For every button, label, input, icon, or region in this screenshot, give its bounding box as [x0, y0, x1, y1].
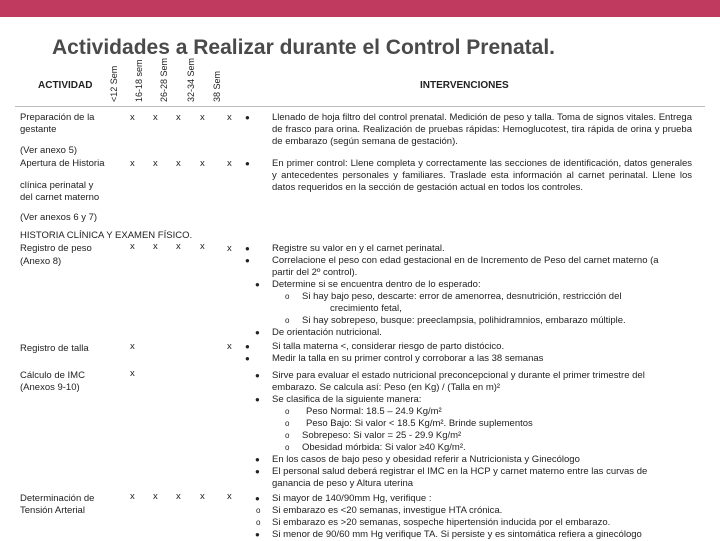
- week-mark: x: [153, 241, 158, 252]
- activity-label: Determinación de: [20, 493, 95, 504]
- bullet-icon: ●: [255, 328, 260, 337]
- activity-label: (Anexo 8): [20, 256, 62, 267]
- week-mark: x: [200, 158, 205, 169]
- circle-bullet-icon: o: [285, 292, 290, 301]
- activity-label: del carnet materno: [20, 192, 100, 203]
- week-label: <12 Sem: [109, 65, 119, 102]
- activity-note: (Ver anexos 6 y 7): [20, 212, 98, 223]
- week-label: 26-28 Sem: [159, 57, 169, 102]
- intervention-line: Si embarazo es >20 semanas, sospeche hipertensión inducida por el embarazo.: [272, 517, 611, 528]
- week-mark: x: [130, 341, 135, 352]
- week-mark: x: [130, 112, 135, 123]
- week-label: 38 Sem: [212, 70, 222, 102]
- week-mark: x: [153, 112, 158, 123]
- intervention-line: De orientación nutricional.: [272, 327, 382, 338]
- intervention-line: Si mayor de 140/90mm Hg, verifique :: [272, 493, 432, 504]
- intervention-line: partir del 2º control).: [272, 267, 358, 278]
- activity-note: (Ver anexo 5): [20, 145, 78, 156]
- bullet-icon: ●: [255, 494, 260, 503]
- bullet-icon: ●: [245, 342, 250, 351]
- intervention-line: embarazo. Se calcula así: Peso (en Kg) / (Talla en m)²: [272, 382, 501, 393]
- intervention-line: En los casos de bajo peso y obesidad referir a Nutricionista y Ginecólogo: [272, 454, 580, 465]
- week-mark: x: [227, 491, 232, 502]
- intervention-line: Registre su valor en y el carnet perinatal.: [272, 243, 445, 254]
- intervention-text: Llenado de hoja filtro del control prenatal. Medición de peso y talla. Toma de signos vitales. Entrega de frasco para orina. Realización de pruebas rápidas: Hemoglucotest, tira rápida de orina y prueba de embarazo (según semana de gestación).: [272, 112, 692, 147]
- intervention-line: Sobrepeso: Si valor = 25 - 29.9 Kg/m²: [302, 430, 462, 441]
- activity-column-header: ACTIVIDAD: [38, 80, 93, 91]
- header-divider: [15, 106, 705, 107]
- intervention-line: Determine si se encuentra dentro de lo esperado:: [272, 279, 481, 290]
- bullet-icon: ●: [245, 354, 250, 363]
- circle-bullet-icon: o: [256, 518, 261, 527]
- activity-label: Cálculo de IMC: [20, 370, 85, 381]
- activity-label: (Anexos 9-10): [20, 382, 80, 393]
- intervention-line: Peso Normal: 18.5 – 24.9 Kg/m²: [306, 406, 442, 417]
- bullet-icon: ●: [245, 256, 250, 265]
- intervention-line: ganancia de peso y Altura uterina: [272, 478, 414, 489]
- activity-label: Registro de talla: [20, 343, 89, 354]
- activity-label: Apertura de Historia: [20, 158, 105, 169]
- week-mark: x: [153, 491, 158, 502]
- bullet-icon: ●: [255, 455, 260, 464]
- intervention-line: crecimiento fetal,: [330, 303, 402, 314]
- week-label: 32-34 Sem: [186, 57, 196, 102]
- week-mark: x: [227, 341, 232, 352]
- intervention-line: Si menor de 90/60 mm Hg verifique TA. Si persiste y es sintomática refiera a ginecólogo: [272, 529, 642, 540]
- intervention-line: El personal salud deberá registrar el IMC en la HCP y carnet materno entre las curvas de: [272, 466, 648, 477]
- intervention-line: Se clasifica de la siguiente manera:: [272, 394, 422, 405]
- activity-label: Registro de peso: [20, 243, 92, 254]
- circle-bullet-icon: o: [285, 443, 290, 452]
- intervention-line: Obesidad mórbida: Si valor ≥40 Kg/m².: [302, 442, 466, 453]
- week-mark: x: [130, 491, 135, 502]
- activity-label: Tensión Arterial: [20, 505, 85, 516]
- page-title: Actividades a Realizar durante el Control Prenatal.: [52, 36, 555, 59]
- week-mark: x: [176, 491, 181, 502]
- intervention-line: Si hay bajo peso, descarte: error de amenorrea, desnutrición, restricción del: [302, 291, 622, 302]
- intervention-line: Correlacione el peso con edad gestacional en de Incremento de Peso del carnet materno (a: [272, 255, 659, 266]
- circle-bullet-icon: o: [285, 431, 290, 440]
- bullet-icon: ●: [255, 395, 260, 404]
- intervention-line: Medir la talla en su primer control y corroborar a las 38 semanas: [272, 353, 544, 364]
- interventions-column-header: INTERVENCIONES: [420, 80, 509, 91]
- intervention-line: Peso Bajo: Si valor < 18.5 Kg/m². Brinde suplementos: [306, 418, 533, 429]
- intervention-line: Sirve para evaluar el estado nutricional preconcepcional y durante el primer trimestre del: [272, 370, 645, 381]
- activity-label: gestante: [20, 124, 57, 135]
- week-mark: x: [227, 243, 232, 254]
- intervention-text: En primer control: Llene completa y correctamente las secciones de identificación, datos generales y antecedentes personales y familiares. Traslade esta información al carnet perinatal. Llene los datos requeridos en la sección de gestación actual en todos los controles.: [272, 158, 692, 193]
- bullet-icon: ●: [255, 530, 260, 539]
- section-heading: HISTORIA CLÍNICA Y EXAMEN FÍSICO.: [20, 230, 193, 241]
- week-mark: x: [130, 158, 135, 169]
- bullet-icon: ●: [245, 113, 250, 122]
- intervention-line: Si talla materna <, considerar riesgo de parto distócico.: [272, 341, 505, 352]
- week-mark: x: [130, 368, 135, 379]
- week-mark: x: [200, 241, 205, 252]
- week-mark: x: [176, 112, 181, 123]
- week-mark: x: [130, 241, 135, 252]
- top-accent-bar: [0, 0, 720, 17]
- week-mark: x: [227, 112, 232, 123]
- circle-bullet-icon: o: [285, 419, 290, 428]
- circle-bullet-icon: o: [256, 506, 261, 515]
- week-mark: x: [153, 158, 158, 169]
- activity-label: clínica perinatal y: [20, 180, 94, 191]
- week-mark: x: [176, 158, 181, 169]
- bullet-icon: ●: [255, 371, 260, 380]
- bullet-icon: ●: [245, 244, 250, 253]
- week-mark: x: [200, 112, 205, 123]
- week-mark: x: [200, 491, 205, 502]
- bullet-icon: ●: [255, 280, 260, 289]
- week-mark: x: [176, 241, 181, 252]
- week-mark: x: [227, 158, 232, 169]
- intervention-line: Si embarazo es <20 semanas, investigue HTA crónica.: [272, 505, 503, 516]
- intervention-line: Si hay sobrepeso, busque: preeclampsia, polihidramnios, embarazo múltiple.: [302, 315, 626, 326]
- bullet-icon: ●: [245, 159, 250, 168]
- circle-bullet-icon: o: [285, 407, 290, 416]
- bullet-icon: ●: [255, 467, 260, 476]
- circle-bullet-icon: o: [285, 316, 290, 325]
- week-label: 16-18 sem: [134, 59, 144, 102]
- activity-label: Preparación de la: [20, 112, 95, 123]
